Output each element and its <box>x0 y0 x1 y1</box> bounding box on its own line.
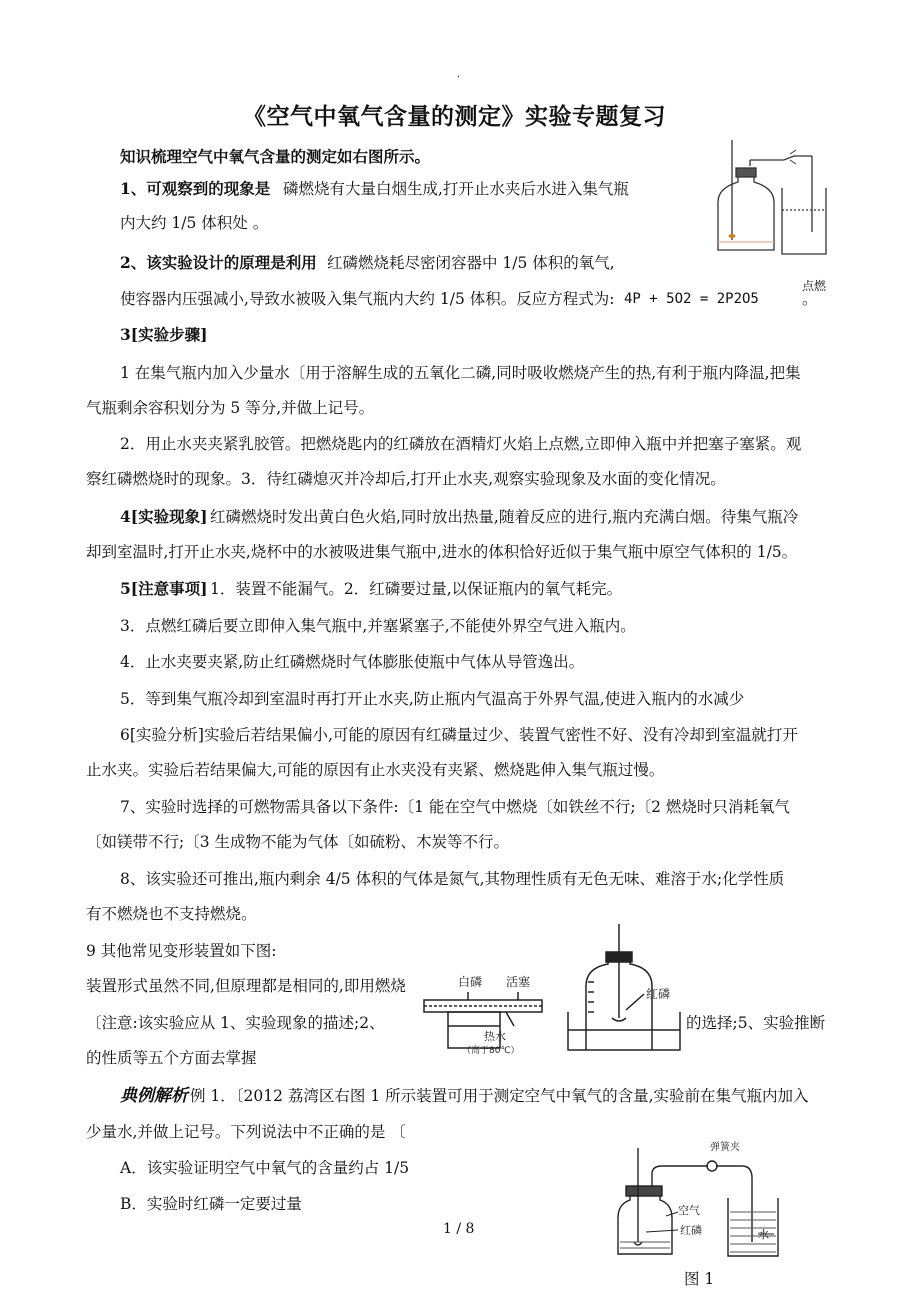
reaction-equation: 4P + 5O2 = 2P2O5 <box>624 291 759 307</box>
reaction-condition: 点燃 <box>802 279 827 293</box>
page-title: 《空气中氧气含量的测定》实验专题复习 <box>243 103 666 130</box>
note-1-2: 1．装置不能漏气。2．红磷要过量,以保证瓶内的氧气耗完。 <box>210 580 623 598</box>
step-2-line-1: 2．用止水夹夹紧乳胶管。把燃烧匙内的红磷放在酒精灯火焰上点燃,立即伸入瓶中并把塞子塞紧。观 <box>120 435 802 453</box>
section-9-line-1: 9 其他常见变形装置如下图: <box>86 942 277 960</box>
label-white-phosphorus: 白磷 <box>458 975 483 989</box>
intro-text: 知识梳理空气中氧气含量的测定如右图所示。 <box>120 147 431 166</box>
section-4-heading: 4[实验现象] <box>120 507 208 526</box>
label-air: 空气 <box>678 1204 700 1217</box>
apparatus-figure-top <box>712 136 830 260</box>
step-1-line-2: 气瓶剩余容积划分为 5 等分,并做上记号。 <box>86 399 375 417</box>
figure-1-caption: 图 1 <box>684 1270 715 1288</box>
example-label: 典例解析 <box>120 1086 188 1106</box>
label-red-phosphorus: 红磷 <box>646 987 671 1001</box>
section-4-text: 红磷燃烧时发出黄白色火焰,同时放出热量,随着反应的进行,瓶内充满白烟。待集气瓶冷 <box>210 508 799 526</box>
label-spring-clamp: 弹簧夹 <box>710 1142 740 1153</box>
section-1-text-cont: 内大约 1/5 体积处 。 <box>120 214 269 232</box>
section-8-line-1: 8、该实验还可推出,瓶内剩余 4/5 体积的气体是氮气,其物理性质有无色无味、难溶于水;化学性质 <box>120 870 785 888</box>
section-3-heading: 3[实验步骤] <box>120 325 208 344</box>
section-9-line-3-right: 的选择;5、实验推断 <box>686 1014 826 1032</box>
label-hot-note: （高于80℃） <box>462 1046 520 1056</box>
label-hot-water: 热水 <box>484 1030 506 1043</box>
example-text: 例 1．〔2012 荔湾区右图 1 所示装置可用于测定空气中氧气的含量,实验前在集气瓶内加入 <box>190 1087 809 1105</box>
label-piston: 活塞 <box>506 975 531 989</box>
section-6-line-1: 6[实验分析]实验后若结果偏小,可能的原因有红磷量过少、装置气密性不好、没有冷却到室温就打开 <box>120 726 798 744</box>
note-3: 3．点燃红磷后要立即伸入集气瓶中,并塞紧塞子,不能使外界空气进入瓶内。 <box>120 617 636 635</box>
figure-1-apparatus <box>612 1138 782 1260</box>
example-text-cont: 少量水,并做上记号。下列说法中不正确的是 〔 <box>86 1123 406 1141</box>
section-2-text: 红磷燃烧耗尽密闭容器中 1/5 体积的氧气, <box>327 254 615 272</box>
variant-apparatus-figure <box>418 922 686 1056</box>
section-9-line-3-left: 〔注意:该实验应从 1、实验现象的描述;2、 <box>86 1014 385 1032</box>
page-number: 1 / 8 <box>443 1221 475 1237</box>
section-7-line-1: 7、实验时选择的可燃物需具备以下条件:〔1 能在空气中燃烧〔如铁丝不行;〔2 燃烧时只消耗氧气 <box>120 798 790 816</box>
section-8-line-2: 有不燃烧也不支持燃烧。 <box>86 905 257 923</box>
option-a: A．该实验证明空气中氧气的含量约占 1/5 <box>120 1159 410 1177</box>
section-6-line-2: 止水夹。实验后若结果偏大,可能的原因有止水夹没有夹紧、燃烧匙伸入集气瓶过慢。 <box>86 761 665 779</box>
section-1-text: 磷燃烧有大量白烟生成,打开止水夹后水进入集气瓶 <box>283 180 629 198</box>
note-4: 4．止水夹要夹紧,防止红磷燃烧时气体膨胀使瓶中气体从导管逸出。 <box>120 653 585 671</box>
section-2-text-cont: 使容器内压强减小,导致水被吸入集气瓶内大约 1/5 体积。反应方程式为: <box>120 290 615 308</box>
label-water: 水 <box>758 1228 769 1241</box>
equation-end: 。 <box>802 290 818 308</box>
section-7-line-2: 〔如镁带不行;〔3 生成物不能为气体〔如硫粉、木炭等不行。 <box>86 833 510 851</box>
label-red-phosphorus-fig1: 红磷 <box>680 1224 702 1237</box>
section-2-label: 2、该实验设计的原理是利用 <box>120 253 317 272</box>
section-5-heading: 5[注意事项] <box>120 579 208 598</box>
note-5: 5．等到集气瓶冷却到室温时再打开止水夹,防止瓶内气温高于外界气温,使进入瓶内的水减少 <box>120 690 745 708</box>
option-b: B．实验时红磷一定要过量 <box>120 1195 302 1213</box>
section-4-text-cont: 却到室温时,打开止水夹,烧杯中的水被吸进集气瓶中,进水的体积恰好近似于集气瓶中原空气体积的 1/5。 <box>86 543 798 561</box>
step-2-line-2: 察红磷燃烧时的现象。3．待红磷熄灭并冷却后,打开止水夹,观察实验现象及水面的变化情况。 <box>86 470 726 488</box>
section-9-line-4: 的性质等五个方面去掌握 <box>86 1049 257 1067</box>
step-1-line-1: 1 在集气瓶内加入少量水〔用于溶解生成的五氧化二磷,同时吸收燃烧产生的热,有利于瓶内降温,把集 <box>120 364 801 382</box>
header-dot: . <box>457 69 461 80</box>
section-9-line-2: 装置形式虽然不同,但原理都是相同的,即用燃烧 <box>86 977 406 995</box>
section-1-label: 1、可观察到的现象是 <box>120 179 271 198</box>
